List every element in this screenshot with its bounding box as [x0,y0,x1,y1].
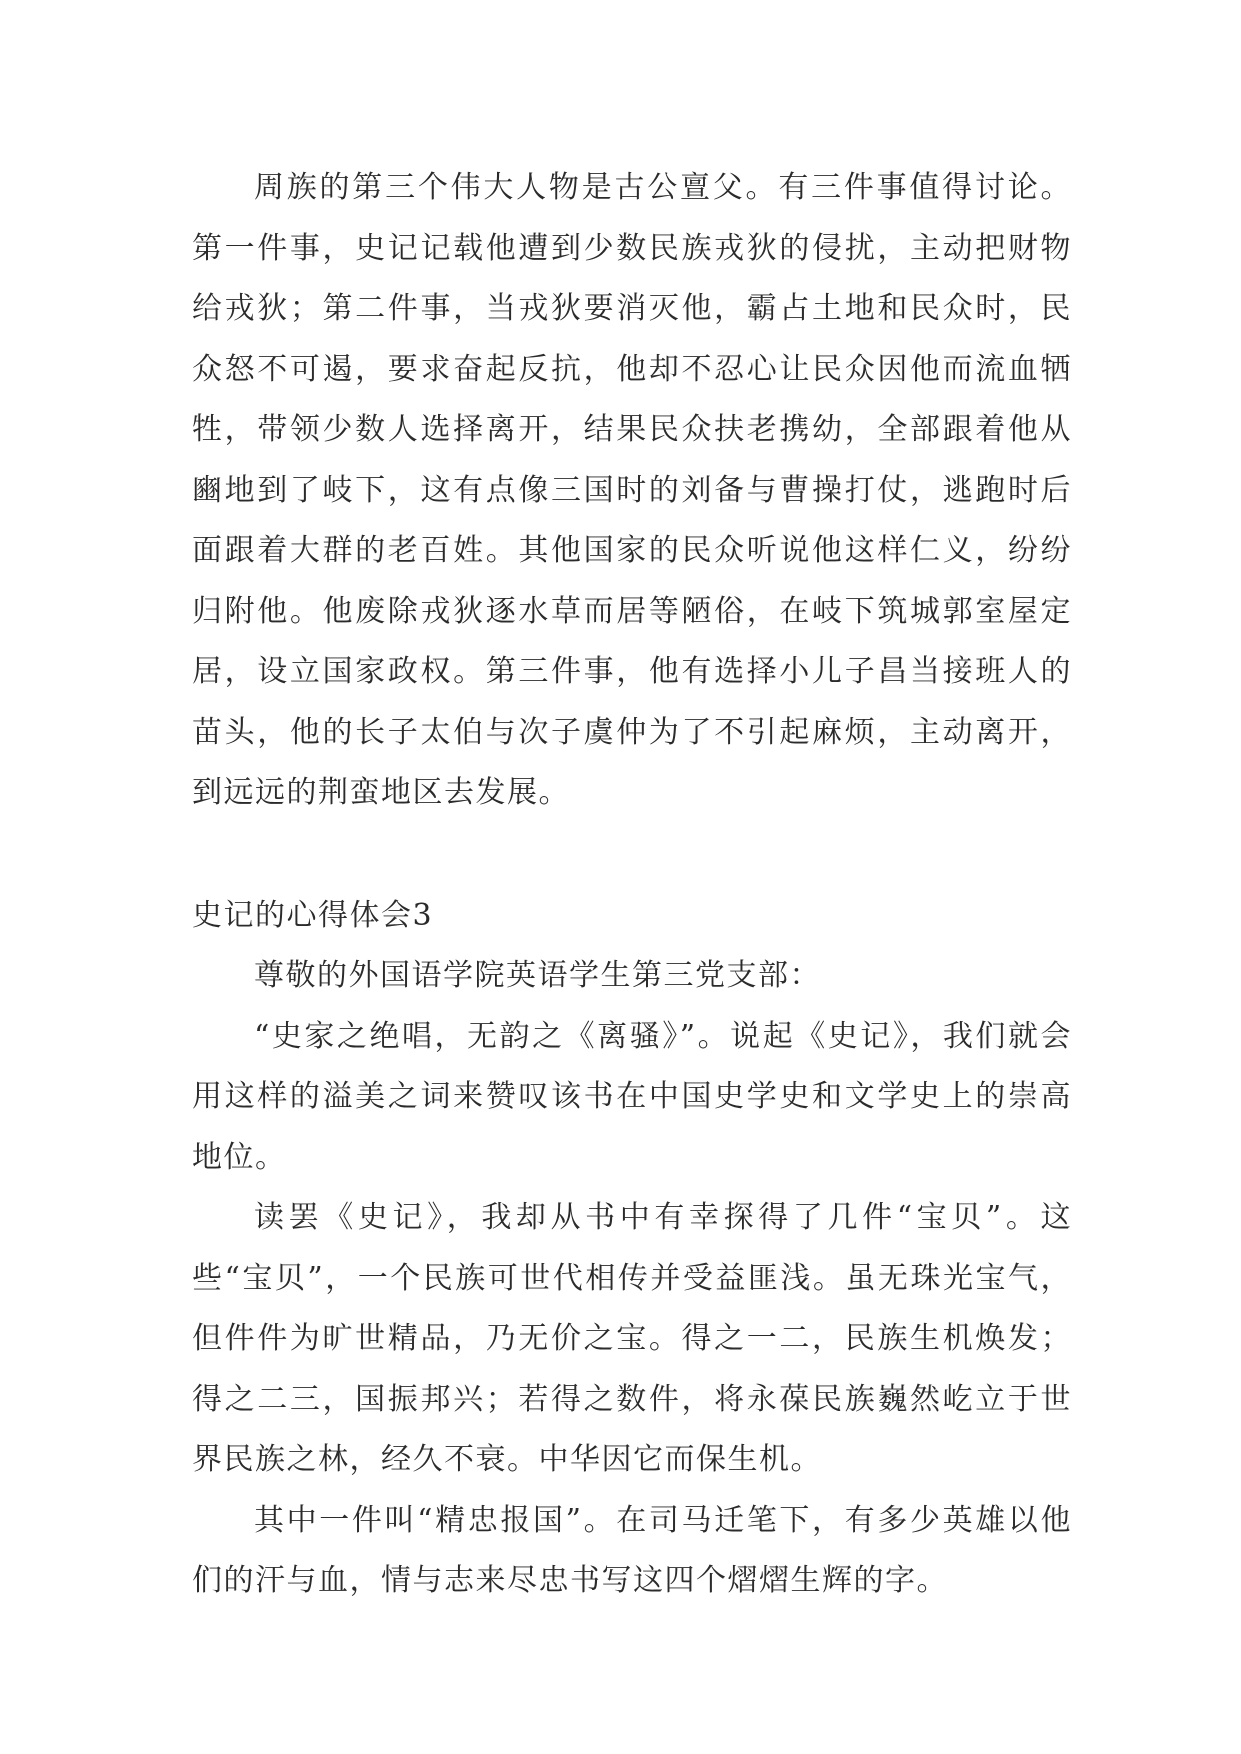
paragraph-baobei: 读罢《史记》，我却从书中有幸探得了几件“宝贝”。这些“宝贝”，一个民族可世代相传并受益匪浅。虽无珠光宝气，但件件为旷世精品，乃无价之宝。得之一二，民族生机焕发；得之二三，国振邦兴；若得之数件，将永葆民族巍然屹立于世界民族之林，经久不衰。中华因它而保生机。 [192,1200,1072,1477]
section-heading: 史记的心得体会3 [192,897,434,933]
paragraph-gugong-danfu: 周族的第三个伟大人物是古公亶父。有三件事值得讨论。第一件事，史记记载他遭到少数民族戎狄的侵扰，主动把财物给戎狄；第二件事，当戎狄要消灭他，霸占土地和民众时，民众怒不可遏，要求奋起反抗，他却不忍心让民众因他而流血牺牲，带领少数人选择离开，结果民众扶老携幼，全部跟着他从豳地到了岐下，这有点像三国时的刘备与曹操打仗，逃跑时后面跟着大群的老百姓。其他国家的民众听说他这样仁义，纷纷归附他。他废除戎狄逐水草而居等陋俗，在岐下筑城郭室屋定居，设立国家政权。第三件事，他有选择小儿子昌当接班人的苗头，他的长子太伯与次子虞仲为了不引起麻烦，主动离开，到远远的荆蛮地区去发展。 [192,170,1072,810]
section-spacer [192,824,1072,886]
paragraph-shijia-juechang: “史家之绝唱，无韵之《离骚》”。说起《史记》，我们就会用这样的溢美之词来赞叹该书在中国史学史和文学史上的崇高地位。 [192,1018,1072,1175]
document-body [192,158,1072,1612]
salutation: 尊敬的外国语学院英语学生第三党支部： [254,958,821,993]
paragraph-jingzhong-baoguo: 其中一件叫“精忠报国”。在司马迁笔下，有多少英雄以他们的汗与血，情与志来尽忠书写这四个熠熠生辉的字。 [192,1502,1072,1598]
